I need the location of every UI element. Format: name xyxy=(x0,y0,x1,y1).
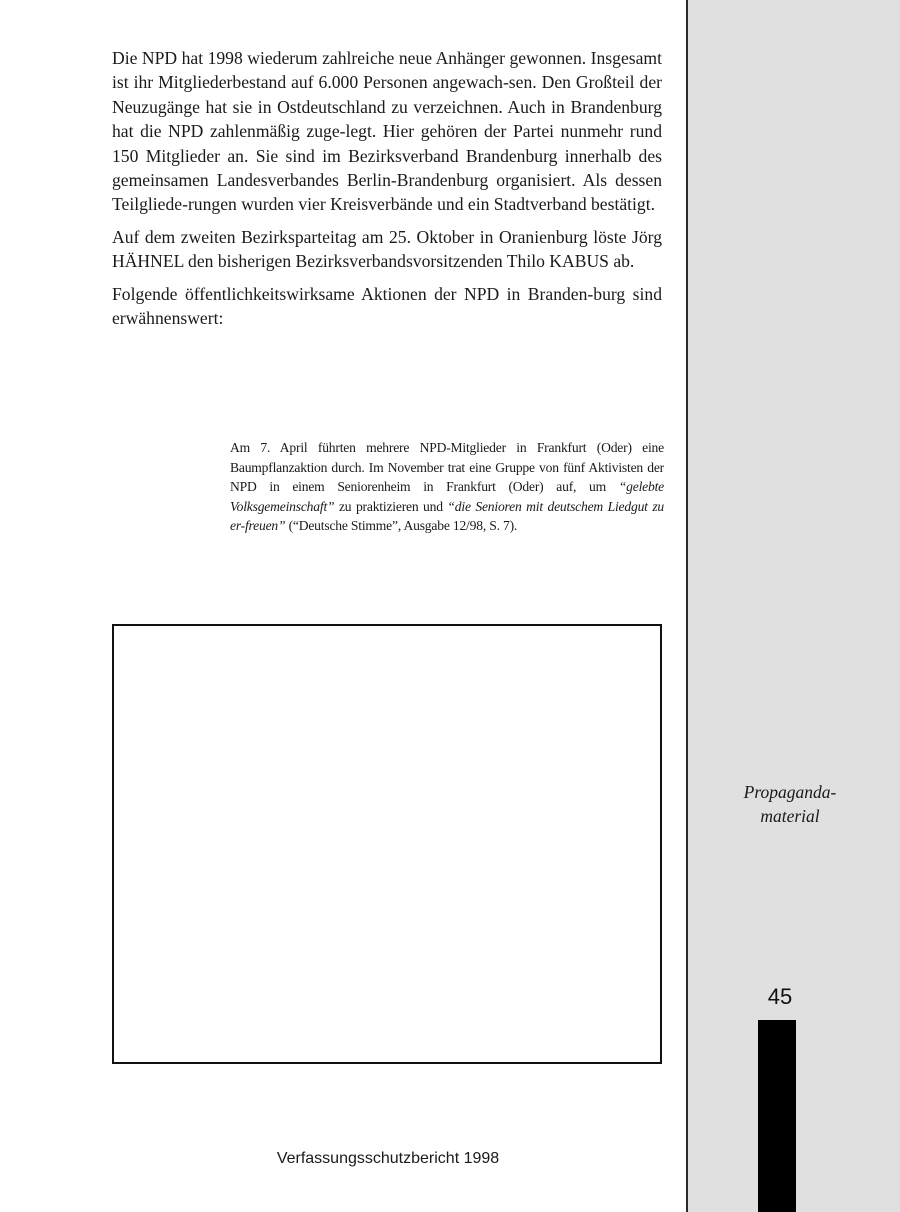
quote-italic-1: “gelebte Volksgemeinschaft” xyxy=(230,479,664,514)
thumb-index-bar xyxy=(758,1020,796,1212)
image-placeholder-frame xyxy=(112,624,662,1064)
paragraph-party-congress: Auf dem zweiten Bezirksparteitag am 25. Oktober in Oranienburg löste Jörg HÄHNEL den bisherigen Bezirksverbandsvorsitzenden Thilo KABUS ab. xyxy=(112,226,662,272)
page-footer: Verfassungsschutzbericht 1998 xyxy=(276,1150,500,1167)
page-number: 45 xyxy=(767,984,793,1009)
indented-quote xyxy=(230,438,664,536)
body-text xyxy=(112,46,662,338)
margin-note-line-2: material xyxy=(760,806,820,826)
quote-text-3: (“Deutsche Stimme”, Ausgabe 12/98, S. 7). xyxy=(285,518,518,534)
margin-note xyxy=(700,780,880,828)
quote-italic-2: “die Senioren mit deutschem Liedgut zu er-freuen” xyxy=(230,498,665,534)
paragraph-membership: Die NPD hat 1998 wiederum zahlreiche neue Anhänger gewonnen. Insgesamt ist ihr Mitgliederbestand auf 6.000 Personen angewach-sen. Den Großteil der Neuzugänge hat sie in Ostdeutschland zu verzeichnen. Auch in Brandenburg hat die NPD zahlenmäßig zuge-legt. Hier gehören der Partei nunmehr rund 150 Mitglieder an. Sie sind im Bezirksverband Brandenburg innerhalb des gemeinsamen Landesverbandes Berlin-Brandenburg organisiert. Als dessen Teilgliede-rungen wurden vier Kreisverbände und ein Stadtverband bestätigt. xyxy=(112,48,662,215)
paragraph-actions-intro: Folgende öffentlichkeitswirksame Aktionen der NPD in Branden-burg sind erwähnenswert: xyxy=(112,283,662,329)
margin-note-line-1: Propaganda- xyxy=(743,782,837,802)
quote-text-2: zu praktizieren und xyxy=(334,498,448,514)
quote-text-1: Am 7. April führten mehrere NPD-Mitglieder in Frankfurt (Oder) eine Baumpflanzaktion durch. Im November trat eine Gruppe von fünf Aktivisten der NPD in einem Seniorenheim in Frankfurt (Oder) auf, um xyxy=(230,440,664,495)
